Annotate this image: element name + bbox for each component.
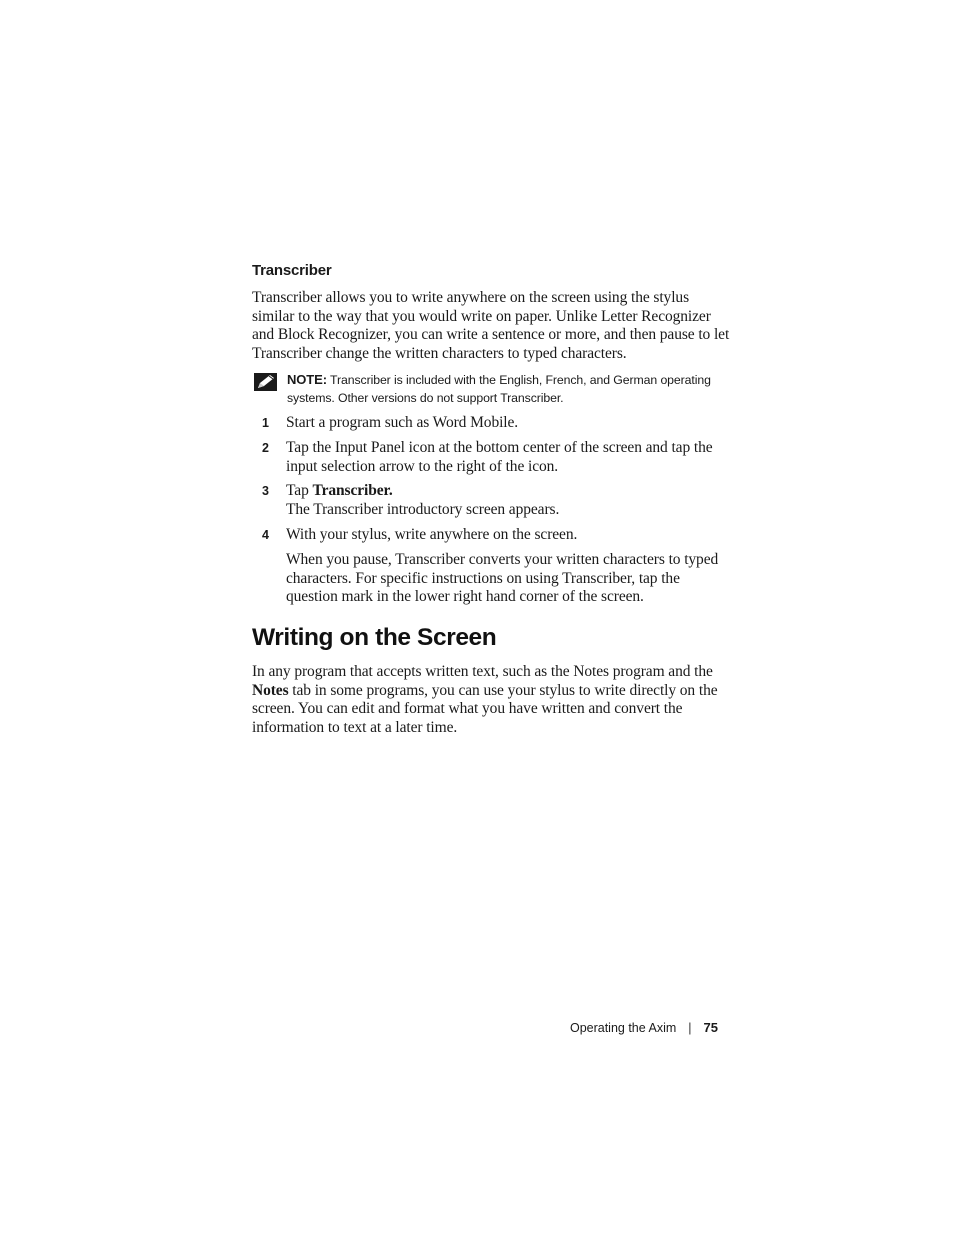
page-number: 75 bbox=[703, 1020, 718, 1035]
note-text bbox=[287, 371, 737, 407]
step-number: 4 bbox=[262, 528, 269, 542]
step-text: Tap the Input Panel icon at the bottom center of the screen and tap the input selection arrow to the right of the icon. bbox=[286, 439, 713, 475]
page-footer bbox=[570, 1020, 718, 1035]
step-text bbox=[286, 482, 732, 519]
step-text-pre: Tap bbox=[286, 482, 313, 499]
pencil-note-icon bbox=[254, 373, 277, 391]
writing-text-post: tab in some programs, you can use your stylus to write directly on the screen. You can edit and format what you have written and convert the information to text at a later time. bbox=[252, 681, 718, 737]
step-followup-text: When you pause, Transcriber converts your written characters to typed characters. For specific instructions on using Transcriber, tap the question mark in the lower right hand corner of the screen. bbox=[286, 551, 719, 606]
section-heading-writing: Writing on the Screen bbox=[252, 624, 497, 651]
step-number: 3 bbox=[262, 484, 269, 498]
footer-separator: | bbox=[688, 1021, 692, 1035]
note-label: NOTE: bbox=[287, 372, 327, 387]
note-body: Transcriber is included with the English, French, and German operating systems. Other versions do not support Transcriber. bbox=[287, 373, 711, 405]
notes-tab-label: Notes bbox=[252, 681, 289, 699]
step-text: Start a program such as Word Mobile. bbox=[286, 414, 519, 431]
writing-text-pre: In any program that accepts written text, such as the Notes program and the bbox=[252, 663, 713, 680]
step-text: With your stylus, write anywhere on the screen. bbox=[286, 526, 578, 543]
transcriber-menu-option: Transcriber. bbox=[312, 482, 393, 499]
transcriber-intro-paragraph: Transcriber allows you to write anywhere on the screen using the stylus similar to the way that you would write on paper. Unlike Letter Recognizer and Block Recognizer, you can write a sentence or more, and then pause to let Transcriber change the written characters to typed characters. bbox=[252, 289, 730, 363]
step-number: 1 bbox=[262, 416, 269, 430]
step-number: 2 bbox=[262, 441, 269, 455]
step-result: The Transcriber introductory screen appears. bbox=[286, 500, 560, 518]
writing-paragraph bbox=[252, 663, 732, 738]
section-heading-transcriber: Transcriber bbox=[252, 262, 332, 279]
footer-chapter: Operating the Axim bbox=[569, 1021, 677, 1035]
